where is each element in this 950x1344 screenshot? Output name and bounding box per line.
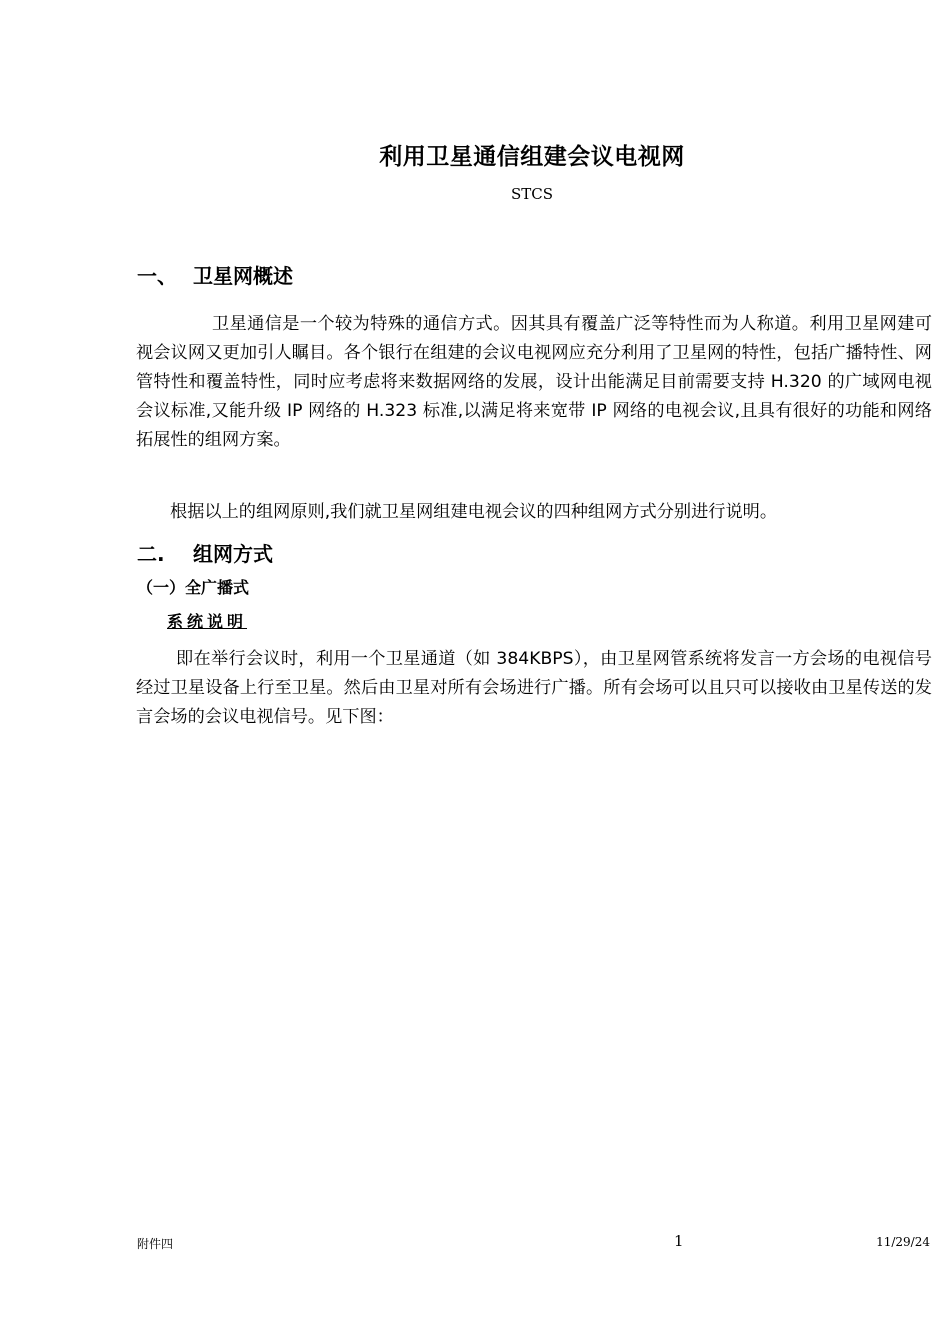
section-number: 一、 xyxy=(137,264,177,288)
footer-page-number: 1 xyxy=(674,1232,684,1250)
section-heading-networking xyxy=(137,538,273,567)
subsubsection-heading-system-description: 系统说明 xyxy=(167,612,248,631)
document-subtitle: STCS xyxy=(510,185,554,203)
section-title: 卫星网概述 xyxy=(193,264,293,288)
broadcast-paragraph: 即在举行会议时，利用一个卫星通道（如 384KBPS），由卫星网管系统将发言一方会场的电视信号经过卫星设备上行至卫星。然后由卫星对所有会场进行广播。所有会场可以且只可以接收由卫星传送的发言会场的会议电视信号。见下图： xyxy=(136,649,932,727)
footer-date: 11/29/24 xyxy=(876,1235,930,1249)
section-number: 二. xyxy=(137,542,165,566)
principle-paragraph: 根据以上的组网原则,我们就卫星网组建电视会议的四种组网方式分别进行说明。 xyxy=(170,502,778,522)
document-title: 利用卫星通信组建会议电视网 xyxy=(379,143,685,170)
overview-paragraph: 卫星通信是一个较为特殊的通信方式。因其具有覆盖广泛等特性而为人称道。利用卫星网建可视会议网又更加引人瞩目。各个银行在组建的会议电视网应充分利用了卫星网的特性，包括广播特性、网管特性和覆盖特性，同时应考虑将来数据网络的发展，设计出能满足目前需要支持 H.320 的广域网电视会议标准,又能升级 IP 网络的 H.323 标准,以满足将来宽带 IP 网络的电视会议,且具有很好的功能和网络拓展性的组网方案。 xyxy=(136,314,932,450)
subsection-heading-broadcast: （一）全广播式 xyxy=(137,578,250,597)
footer-attachment-label: 附件四 xyxy=(137,1237,174,1251)
section-title: 组网方式 xyxy=(193,542,273,566)
section-heading-overview xyxy=(137,260,293,289)
